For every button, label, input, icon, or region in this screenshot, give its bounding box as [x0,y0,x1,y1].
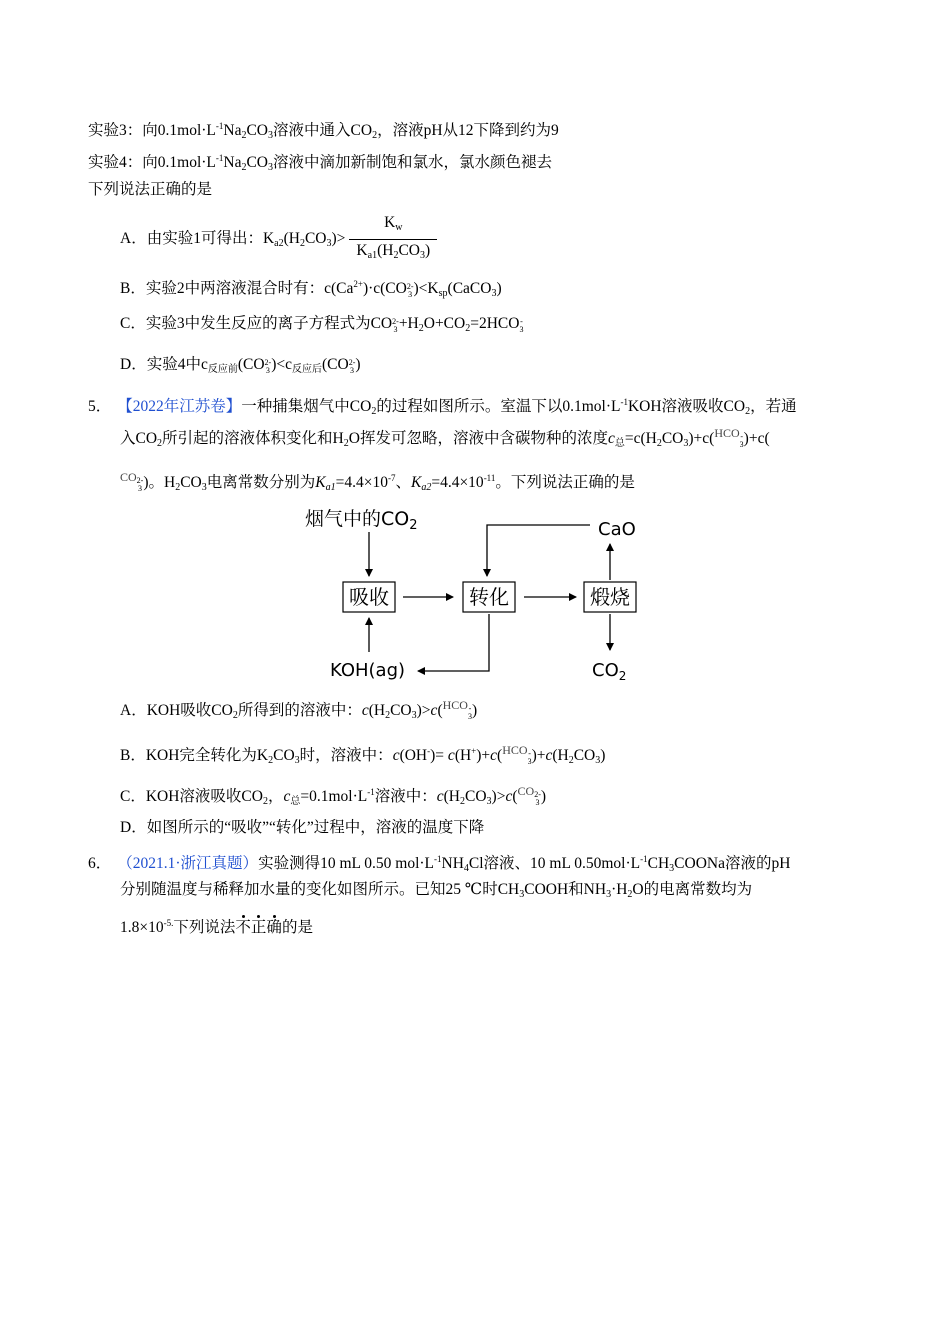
experiment-4-line: 实验4：向$0.1mol\cdot L^{-1}Na_2CO_3$溶液中滴加新制饱和氯水，氯水颜色褪去 [88,153,553,173]
q5-option-c[interactable]: C．KOH溶液吸收$CO_2$，$c_总=0.1mol\cdot L^{-1}$溶液中：$c(H_2CO_3)>c(^{CO}$ 2- 3 ) [120,784,547,807]
arrow-cao-to-convert [487,525,590,576]
calcine-label: 煅烧 [590,585,630,609]
absorb-label: 吸收 [349,585,389,609]
q5-line-2: 入$CO_2$所引起的溶液体积变化和$H_2O$挥发可忽略，溶液中含碳物种的浓度$c_总=c(H_2CO_3)+c(^{HCO}$ - 3 )+c( [120,426,770,449]
flue-gas-label: 烟气中的$CO_2$ [305,508,418,533]
koh-label: KOH(ag) [330,660,406,681]
q6-line-2: 分别随温度与稀释加水量的变化如图所示。已知25 ℃时$CH_3COOH$和$NH_3\cdot H_2O$的电离常数均为 [120,881,753,900]
q4-option-c[interactable]: C．实验3中发生反应的离子方程式为CO 2- 3 $+H_2O+CO_2=2HCO$ - 3 [120,315,524,334]
q5-line-1: 5． 【2022年江苏卷】一种捕集烟气中$CO_2$的过程如图所示。室温下以$0.1mol\cdot L^{-1}KOH$溶液吸收$CO_2$，若通 [88,397,797,417]
q5-option-b[interactable]: B．KOH完全转化为$K_2CO_3$时，溶液中：c(OH-)= c(H+)+c($^{HCO}$ - 3 )$+c(H_2CO_3)$ [120,743,606,766]
convert-label: 转化 [469,585,509,609]
q5-line-3: $^{CO}$ 2- 3 )。$H_2CO_3$电离常数分别为$K_{a1}=4.4\times 10^{-7}$、$K_{a2}=4.4\times 10^{-11}$。下列说法正确的是 [120,470,635,493]
kw-fraction: $\frac{K_w}{K_{a1}(H_2CO_3)}$ [349,214,437,265]
q6-line-3: $1.8\times 10^{-5.}$下列说法不正确的是 [120,918,313,936]
q4-option-b[interactable]: B．实验2中两溶液混合时有：$c(Ca^{2+})\cdot c(CO$ 2- 3 )$<K_{sp}(CaCO_3)$ [120,279,502,299]
q4-option-d[interactable]: D．实验4中$c_{反应前}(CO$ 2- 3 )$<c_{反应后}(CO$ 2- 3 ) [120,356,361,375]
arrow-convert-to-koh [418,614,489,671]
q5-source: 【2022年江苏卷】 [117,398,242,415]
q6-line-1: 6． （2021.1·浙江真题）实验测得10 mL 0.50 $mol\cdot L^{-1}NH_4Cl$溶液、10 mL $0.50mol\cdot L^{-1}CH_3COONa$溶液的pH [88,854,791,874]
co2-output-label: $CO_2$ [592,660,627,683]
q6-source: （2021.1·浙江真题） [117,855,259,872]
q5-option-d[interactable]: D．如图所示的“吸收”“转化”过程中，溶液的温度下降 [120,819,485,836]
cao-label: CaO [598,519,636,540]
q5-option-a[interactable]: A．KOH吸收$CO_2$所得到的溶液中：$c(H_2CO_3)>c(^{HCO}$ - 3 ) [120,698,478,721]
question-4-prompt: 下列说法正确的是 [88,181,213,198]
co2-capture-flow-diagram [290,500,650,685]
q4-option-a[interactable]: A．由实验1可得出：$K_{a2}(H_2CO_3)>$ $\frac{K_w}{K_{a1}(H_2CO_3)}$ [120,214,437,265]
experiment-3-line: 实验3：向$0.1mol\cdot L^{-1}Na_2CO_3$溶液中通入$CO_2$，溶液pH从12下降到约为9 [88,121,559,141]
